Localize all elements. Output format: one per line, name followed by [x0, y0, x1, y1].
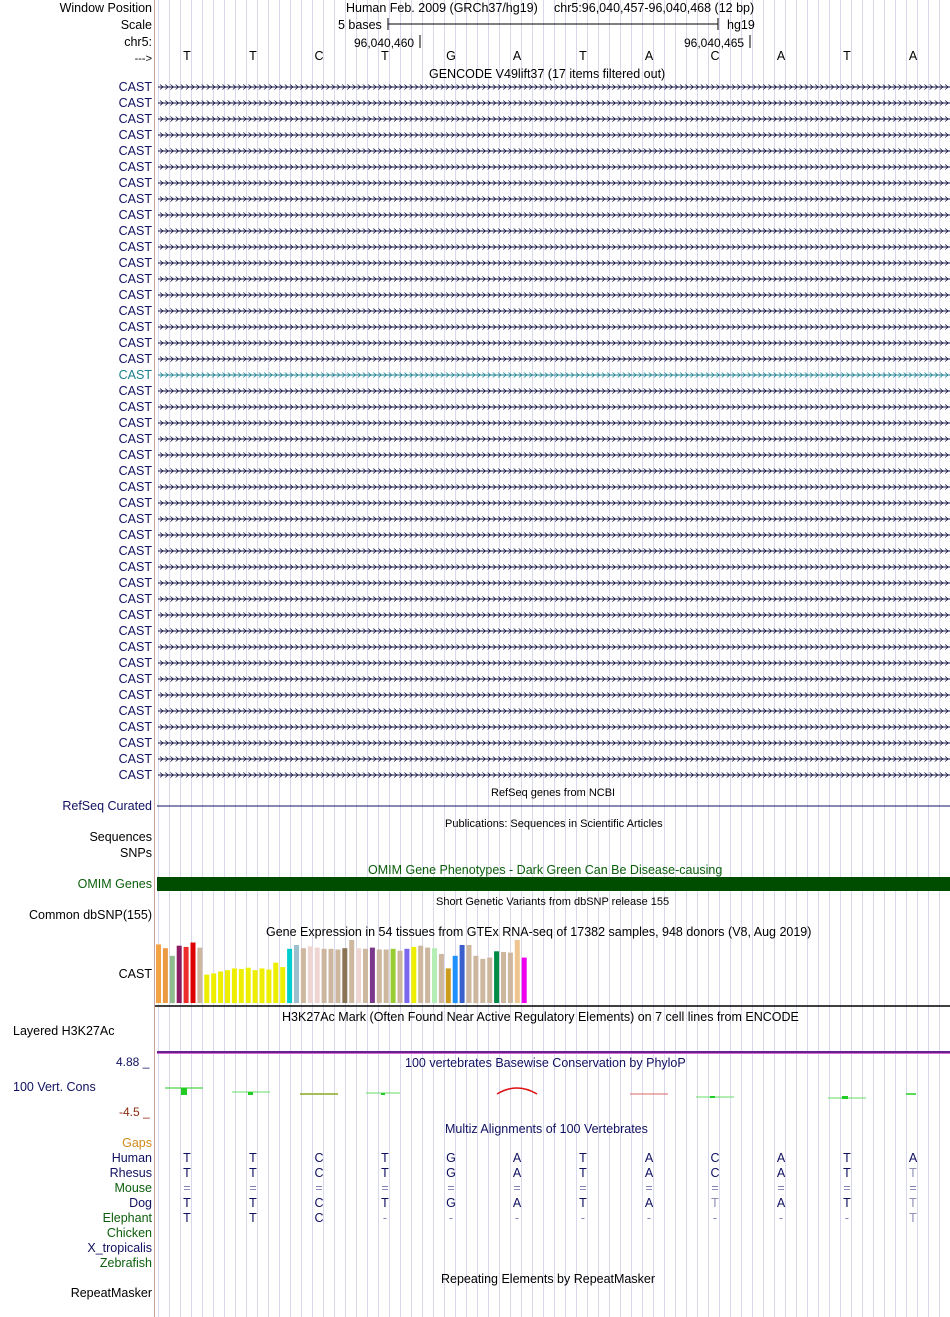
- gtex-caption: Gene Expression in 54 tissues from GTEx RNA-seq of 17382 samples, 948 donors (V8, Aug 2019): [266, 925, 812, 939]
- gtex-tissue-bar: [266, 970, 271, 1003]
- multiz-base: T: [183, 1151, 191, 1165]
- coord-left: 96,040,460: [354, 36, 415, 50]
- gtex-tissue-bar: [204, 975, 209, 1003]
- gencode-item-label[interactable]: CAST: [118, 464, 152, 478]
- db-text: hg19: [727, 18, 755, 32]
- multiz-base: T: [381, 1166, 389, 1180]
- gencode-item-label[interactable]: CAST: [118, 176, 152, 190]
- gencode-item-label[interactable]: CAST: [118, 368, 152, 382]
- gencode-item-label[interactable]: CAST: [118, 288, 152, 302]
- multiz-base: C: [710, 1166, 720, 1180]
- gencode-item-label[interactable]: CAST: [118, 272, 152, 286]
- gencode-item-label[interactable]: CAST: [118, 128, 152, 142]
- assembly-text: Human Feb. 2009 (GRCh37/hg19): [346, 1, 538, 15]
- multiz-base: =: [183, 1181, 191, 1195]
- gtex-tissue-bar: [508, 953, 513, 1003]
- gtex-tissue-bar: [301, 948, 306, 1003]
- gencode-item-label[interactable]: CAST: [118, 352, 152, 366]
- multiz-base: A: [776, 1151, 786, 1165]
- gtex-tissue-bar: [163, 948, 168, 1003]
- multiz-base: =: [645, 1181, 653, 1195]
- gencode-item-label[interactable]: CAST: [118, 560, 152, 574]
- gtex-tissue-bar: [377, 950, 382, 1004]
- multiz-species-label[interactable]: Dog: [129, 1196, 152, 1210]
- multiz-base: T: [711, 1196, 719, 1210]
- multiz-base: G: [446, 1151, 456, 1165]
- gencode-item-label[interactable]: CAST: [118, 768, 152, 782]
- gtex-tissue-bar: [515, 940, 520, 1003]
- gencode-item-label[interactable]: CAST: [118, 736, 152, 750]
- scale-text: 5 bases: [338, 18, 382, 32]
- multiz-species-label[interactable]: Rhesus: [109, 1166, 152, 1180]
- repeatmasker-label[interactable]: RepeatMasker: [70, 1286, 152, 1300]
- gtex-tissue-bar: [232, 968, 237, 1003]
- gencode-item-label[interactable]: CAST: [118, 80, 152, 94]
- multiz-base: T: [381, 1196, 389, 1210]
- gencode-item-label[interactable]: CAST: [118, 160, 152, 174]
- multiz-base: T: [183, 1166, 191, 1180]
- publications-snps-label[interactable]: SNPs: [120, 846, 152, 860]
- gtex-tissue-bar: [218, 972, 223, 1004]
- gencode-item-label[interactable]: CAST: [118, 512, 152, 526]
- gencode-item-label[interactable]: CAST: [118, 432, 152, 446]
- gencode-item-label[interactable]: CAST: [118, 688, 152, 702]
- gtex-tissue-bar: [253, 970, 258, 1003]
- gencode-item-label[interactable]: CAST: [118, 592, 152, 606]
- multiz-base: -: [580, 1211, 586, 1225]
- gencode-item-label[interactable]: CAST: [118, 416, 152, 430]
- multiz-base: T: [909, 1211, 917, 1225]
- gtex-label[interactable]: CAST: [118, 967, 152, 981]
- gencode-item-label[interactable]: CAST: [118, 400, 152, 414]
- multiz-base: =: [513, 1181, 521, 1195]
- reference-base: T: [579, 49, 587, 63]
- multiz-base: G: [446, 1166, 456, 1180]
- gtex-tissue-bar: [446, 968, 451, 1003]
- gtex-tissue-bar: [335, 950, 340, 1004]
- gtex-tissue-bar: [404, 949, 409, 1003]
- multiz-base: T: [183, 1211, 191, 1225]
- gtex-tissue-bar: [370, 948, 375, 1003]
- scale-label: Scale: [120, 18, 152, 32]
- gtex-tissue-bar: [191, 943, 196, 1004]
- multiz-base: T: [381, 1151, 389, 1165]
- gencode-item-label[interactable]: CAST: [118, 640, 152, 654]
- multiz-species-label[interactable]: X_tropicalis: [87, 1241, 152, 1255]
- multiz-base: A: [644, 1166, 654, 1180]
- reference-base: A: [776, 49, 786, 63]
- gtex-tissue-bar: [349, 940, 354, 1003]
- gtex-tissue-bar: [398, 951, 403, 1003]
- multiz-base: T: [579, 1166, 587, 1180]
- gtex-tissue-bar: [177, 946, 182, 1003]
- multiz-base: A: [512, 1151, 522, 1165]
- gtex-tissue-bar: [425, 948, 430, 1003]
- gencode-item-label[interactable]: CAST: [118, 656, 152, 670]
- repeatmasker-caption: Repeating Elements by RepeatMasker: [441, 1272, 656, 1286]
- gencode-item-label[interactable]: CAST: [118, 576, 152, 590]
- gtex-tissue-bar: [384, 950, 389, 1004]
- gencode-item-label[interactable]: CAST: [118, 208, 152, 222]
- multiz-base: A: [644, 1196, 654, 1210]
- gtex-tissue-bar: [439, 954, 444, 1003]
- reference-base: T: [843, 49, 851, 63]
- multiz-base: T: [843, 1151, 851, 1165]
- multiz-base: T: [579, 1151, 587, 1165]
- phylop-plot: [165, 1088, 916, 1099]
- gtex-tissue-bar: [156, 944, 161, 1003]
- multiz-base: =: [711, 1181, 719, 1195]
- gencode-item-label[interactable]: CAST: [118, 544, 152, 558]
- gencode-item-label[interactable]: CAST: [118, 672, 152, 686]
- multiz-base: T: [249, 1166, 257, 1180]
- publications-sequences-label[interactable]: Sequences: [89, 830, 152, 844]
- gtex-tissue-bar: [211, 973, 216, 1003]
- omim-label[interactable]: OMIM Genes: [77, 877, 152, 891]
- multiz-base: A: [512, 1196, 522, 1210]
- gencode-item-label[interactable]: CAST: [118, 608, 152, 622]
- multiz-base: =: [315, 1181, 323, 1195]
- chrom-label: chr5:: [124, 35, 152, 49]
- gtex-tissue-bar: [225, 970, 230, 1003]
- gtex-tissue-bar: [501, 952, 506, 1003]
- reference-base: T: [249, 49, 257, 63]
- multiz-base: -: [448, 1211, 454, 1225]
- gencode-item-label[interactable]: CAST: [118, 224, 152, 238]
- multiz-base: =: [777, 1181, 785, 1195]
- phylop-ymin: -4.5 _: [119, 1105, 150, 1119]
- gencode-item-label[interactable]: CAST: [118, 96, 152, 110]
- multiz-species-label[interactable]: Human: [111, 1151, 152, 1165]
- multiz-base: =: [381, 1181, 389, 1195]
- multiz-species-label[interactable]: Zebrafish: [99, 1256, 152, 1270]
- reference-base: A: [908, 49, 918, 63]
- gtex-tissue-bar: [480, 959, 485, 1003]
- phylop-label[interactable]: 100 Vert. Cons: [13, 1080, 96, 1094]
- gtex-tissue-bar: [170, 956, 175, 1003]
- strand-arrow-label: --->: [134, 53, 152, 65]
- multiz-base: T: [249, 1151, 257, 1165]
- gtex-tissue-bar: [522, 958, 527, 1003]
- gtex-tissue-bar: [363, 949, 368, 1003]
- gtex-tissue-bar: [246, 968, 251, 1003]
- multiz-base: -: [646, 1211, 652, 1225]
- multiz-base: -: [382, 1211, 388, 1225]
- multiz-base: =: [579, 1181, 587, 1195]
- omim-gene-bar[interactable]: [157, 877, 950, 891]
- multiz-base: -: [778, 1211, 784, 1225]
- multiz-base: C: [314, 1166, 324, 1180]
- multiz-base: =: [249, 1181, 257, 1195]
- gtex-tissue-bar: [460, 945, 465, 1003]
- reference-base: C: [314, 49, 324, 63]
- reference-base: T: [381, 49, 389, 63]
- multiz-species-label[interactable]: Elephant: [102, 1211, 152, 1225]
- multiz-base: -: [844, 1211, 850, 1225]
- gencode-item-label[interactable]: CAST: [118, 304, 152, 318]
- gtex-tissue-bar: [184, 947, 189, 1003]
- gtex-tissue-bar: [273, 963, 278, 1003]
- gtex-tissue-bar: [494, 951, 499, 1003]
- reference-base: A: [644, 49, 654, 63]
- gencode-item-label[interactable]: CAST: [118, 528, 152, 542]
- gencode-item-label[interactable]: CAST: [118, 720, 152, 734]
- multiz-base: C: [314, 1151, 324, 1165]
- reference-base: C: [710, 49, 720, 63]
- multiz-base: A: [776, 1166, 786, 1180]
- multiz-base: T: [249, 1196, 257, 1210]
- position-text: chr5:96,040,457-96,040,468 (12 bp): [554, 1, 755, 15]
- gtex-tissue-bar: [308, 946, 313, 1003]
- gtex-tissue-bar: [411, 947, 416, 1003]
- gencode-caption: GENCODE V49lift37 (17 items filtered out): [429, 67, 666, 81]
- omim-caption: OMIM Gene Phenotypes - Dark Green Can Be Disease-causing: [368, 863, 723, 877]
- gencode-item-label[interactable]: CAST: [118, 144, 152, 158]
- gtex-tissue-bar: [453, 956, 458, 1003]
- gencode-item-label[interactable]: CAST: [118, 480, 152, 494]
- phylop-ymax: 4.88 _: [116, 1055, 150, 1069]
- multiz-base: =: [843, 1181, 851, 1195]
- multiz-base: G: [446, 1196, 456, 1210]
- gencode-item-label[interactable]: CAST: [118, 384, 152, 398]
- multiz-base: A: [644, 1151, 654, 1165]
- multiz-base: T: [909, 1166, 917, 1180]
- gtex-tissue-bar: [473, 956, 478, 1003]
- refseq-caption: RefSeq genes from NCBI: [491, 787, 616, 799]
- gtex-tissue-bar: [294, 945, 299, 1003]
- gencode-item-label[interactable]: CAST: [118, 320, 152, 334]
- gencode-item-label[interactable]: CAST: [118, 752, 152, 766]
- multiz-caption: Multiz Alignments of 100 Vertebrates: [445, 1122, 648, 1136]
- multiz-base: =: [909, 1181, 917, 1195]
- multiz-species-label[interactable]: Chicken: [106, 1226, 152, 1240]
- window-position-label: Window Position: [59, 1, 152, 15]
- gtex-tissue-bar: [322, 949, 327, 1003]
- gtex-tissue-bar: [418, 946, 423, 1003]
- multiz-base: =: [447, 1181, 455, 1195]
- multiz-base: -: [514, 1211, 520, 1225]
- multiz-base: T: [249, 1211, 257, 1225]
- gtex-tissue-bar: [356, 948, 361, 1003]
- gtex-tissue-bar: [432, 948, 437, 1003]
- gencode-item-label[interactable]: CAST: [118, 704, 152, 718]
- gtex-tissue-bar: [280, 967, 285, 1003]
- gencode-item-label[interactable]: CAST: [118, 448, 152, 462]
- gencode-item-label[interactable]: CAST: [118, 192, 152, 206]
- gencode-item-label[interactable]: CAST: [118, 256, 152, 270]
- multiz-base: T: [909, 1196, 917, 1210]
- multiz-base: T: [579, 1196, 587, 1210]
- gencode-item-label[interactable]: CAST: [118, 112, 152, 126]
- publications-caption: Publications: Sequences in Scientific Articles: [445, 818, 663, 830]
- multiz-base: A: [776, 1196, 786, 1210]
- gencode-item-label[interactable]: CAST: [118, 624, 152, 638]
- reference-base: A: [512, 49, 522, 63]
- reference-base: G: [446, 49, 456, 63]
- multiz-gaps-label[interactable]: Gaps: [122, 1136, 152, 1150]
- gencode-item-label[interactable]: CAST: [118, 336, 152, 350]
- h3k27ac-caption: H3K27Ac Mark (Often Found Near Active Regulatory Elements) on 7 cell lines from ENCODE: [282, 1010, 799, 1024]
- dbsnp-caption: Short Genetic Variants from dbSNP release 155: [436, 896, 670, 908]
- multiz-base: -: [712, 1211, 718, 1225]
- gtex-tissue-bar: [467, 945, 472, 1003]
- dbsnp-label[interactable]: Common dbSNP(155): [29, 908, 152, 922]
- gencode-item-label[interactable]: CAST: [118, 496, 152, 510]
- gencode-item-label[interactable]: CAST: [118, 240, 152, 254]
- phylop-caption: 100 vertebrates Basewise Conservation by PhyloP: [405, 1056, 686, 1070]
- reference-base: T: [183, 49, 191, 63]
- multiz-species-label[interactable]: Mouse: [114, 1181, 152, 1195]
- h3k27ac-label[interactable]: Layered H3K27Ac: [13, 1024, 115, 1038]
- refseq-label[interactable]: RefSeq Curated: [62, 799, 152, 813]
- multiz-base: A: [512, 1166, 522, 1180]
- multiz-base: C: [314, 1196, 324, 1210]
- gtex-tissue-bar: [239, 969, 244, 1003]
- gtex-tissue-bar: [287, 949, 292, 1003]
- coord-right: 96,040,465: [684, 36, 745, 50]
- gtex-tissue-bar: [260, 968, 265, 1003]
- gtex-tissue-bar: [391, 949, 396, 1003]
- multiz-base: T: [183, 1196, 191, 1210]
- multiz-base: A: [908, 1151, 918, 1165]
- gtex-tissue-bar: [315, 948, 320, 1003]
- gtex-tissue-bar: [197, 948, 202, 1003]
- gtex-tissue-bar: [342, 948, 347, 1003]
- multiz-base: T: [843, 1166, 851, 1180]
- gtex-tissue-bar: [487, 958, 492, 1003]
- gtex-tissue-bar: [329, 949, 334, 1003]
- multiz-base: C: [710, 1151, 720, 1165]
- multiz-base: C: [314, 1211, 324, 1225]
- multiz-base: T: [843, 1196, 851, 1210]
